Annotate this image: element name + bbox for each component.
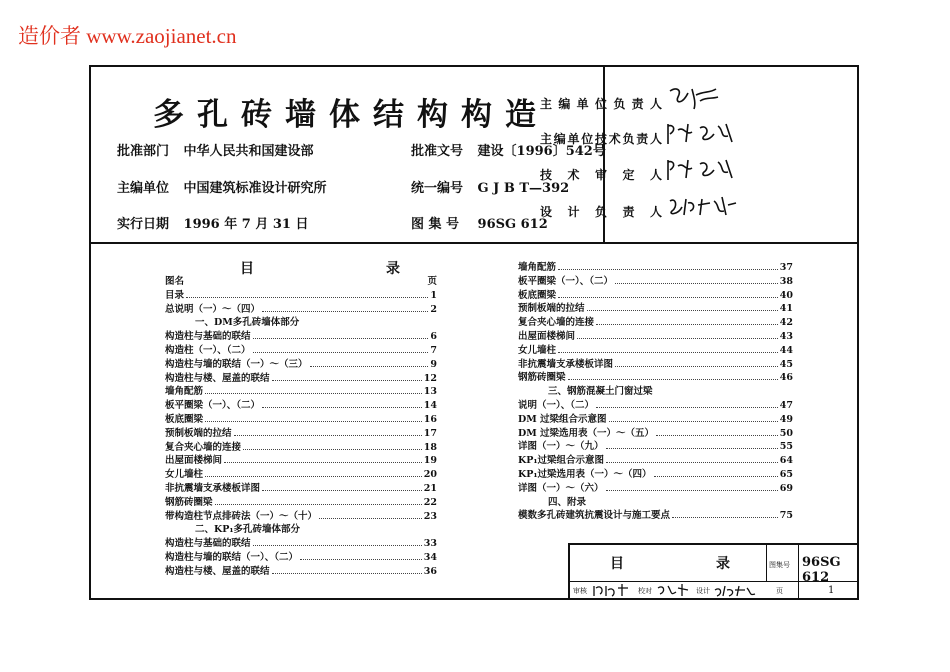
- signature-row-tech: [540, 130, 662, 147]
- toc-entry: [165, 358, 437, 372]
- effective-date-value: 1996 年 7 月 31 日: [183, 217, 309, 232]
- signature-label: 主编单位负责人: [540, 97, 662, 111]
- toc-entry-page: 21: [423, 482, 437, 494]
- toc-entry-page: 22: [423, 496, 437, 508]
- toc-entry: [518, 330, 793, 344]
- watermark: 造价者 www.zaojianet.cn: [18, 24, 237, 48]
- toc-section-heading: [518, 385, 793, 399]
- chief-unit-value: 中国建筑标准设计研究所: [183, 181, 327, 196]
- title-block-name-right: 录: [716, 556, 730, 572]
- unified-no-value: G J B T—392: [477, 181, 570, 196]
- toc-entry: [518, 302, 793, 316]
- toc-entry-page: 40: [779, 289, 793, 301]
- handwritten-signature: [666, 193, 746, 219]
- toc-entry-title: 目录: [165, 289, 185, 301]
- toc-entry-title: 构造柱（一）、（二）: [165, 344, 251, 356]
- chief-unit-label: 主编单位: [117, 181, 170, 196]
- toc-entry: [518, 468, 793, 482]
- toc-left-column: [165, 275, 437, 579]
- toc-leader-dots: [596, 324, 778, 325]
- toc-right-column: [518, 261, 793, 523]
- toc-entry-page: 13: [423, 386, 437, 398]
- approval-doc-value: 建设〔1996〕542号: [477, 144, 606, 159]
- toc-leader-dots: [272, 380, 422, 381]
- handwritten-signature: [666, 120, 746, 146]
- title-block-check-label: 校对: [638, 587, 652, 595]
- toc-entry-page: 45: [779, 358, 793, 370]
- toc-entry: [165, 454, 437, 468]
- title-block-page-label: 页: [776, 587, 783, 595]
- toc-entry-title: 墙角配筋: [165, 386, 204, 398]
- toc-leader-dots: [615, 366, 778, 367]
- toc-leader-dots: [205, 421, 422, 422]
- toc-section-heading: [165, 316, 437, 330]
- toc-leader-dots: [310, 366, 429, 367]
- toc-entry-page: 20: [423, 469, 437, 481]
- toc-entry-page: 14: [423, 400, 437, 412]
- effective-date-label: 实行日期: [117, 217, 170, 232]
- handwritten-signature: [666, 85, 736, 111]
- title-block-vline: [766, 545, 767, 581]
- toc-leader-dots: [606, 462, 778, 463]
- atlas-no-label: 图 集 号: [411, 217, 460, 232]
- toc-entry-title: 出屋面楼梯间: [518, 330, 576, 342]
- toc-entry: [165, 510, 437, 524]
- toc-entry: [518, 358, 793, 372]
- toc-leader-dots: [205, 393, 422, 394]
- toc-entry-title: 墙角配筋: [518, 262, 557, 273]
- handwritten-signature: [713, 582, 757, 598]
- toc-entry-page: 46: [779, 372, 793, 384]
- approval-dept-value: 中华人民共和国建设部: [183, 144, 314, 159]
- toc-entry-page: 42: [779, 317, 793, 329]
- toc-leader-dots: [656, 435, 778, 436]
- document-title: 多孔砖墙体结构构造: [153, 97, 549, 133]
- toc-entry-page: 1: [430, 289, 437, 301]
- toc-entry: [165, 468, 437, 482]
- toc-entry-title: 一、DM多孔砖墙体部分: [195, 317, 300, 329]
- toc-entry: [518, 371, 793, 385]
- toc-leader-dots: [672, 517, 778, 518]
- toc-leader-dots: [615, 283, 778, 284]
- signature-label: 设计负责人: [540, 205, 662, 219]
- toc-col-name: 图名: [165, 276, 185, 287]
- toc-entry-title: 构造柱与墙的联结（一）、（二）: [165, 551, 299, 563]
- toc-leader-dots: [568, 379, 778, 380]
- signature-row-chief: [540, 95, 662, 112]
- atlas-no-value: 96SG 612: [477, 217, 548, 232]
- toc-entry-page: 65: [779, 468, 793, 480]
- toc-leader-dots: [253, 338, 429, 339]
- toc-entry: [518, 454, 793, 468]
- toc-entry-page: 41: [779, 303, 793, 315]
- toc-entry: [518, 482, 793, 496]
- toc-entry-page: 2: [430, 303, 437, 315]
- toc-entry-page: 18: [423, 441, 437, 453]
- toc-leader-dots: [243, 449, 422, 450]
- toc-entry-title: 钢筋砖圈梁: [518, 372, 566, 384]
- toc-entry-page: 43: [779, 330, 793, 342]
- header-divider: [91, 242, 857, 244]
- toc-entry-page: 38: [779, 275, 793, 287]
- toc-entry-page: 50: [779, 427, 793, 439]
- toc-entry-title: 钢筋砖圈梁: [165, 496, 213, 508]
- toc-entry-title: 详图（一）～（九）: [518, 441, 604, 453]
- toc-leader-dots: [558, 269, 778, 270]
- toc-entry: [165, 496, 437, 510]
- toc-right-list: [518, 261, 793, 523]
- toc-leader-dots: [186, 297, 428, 298]
- toc-leader-dots: [587, 310, 778, 311]
- toc-entry-title: 板底圈梁: [165, 413, 204, 425]
- toc-heading-right: 录: [386, 261, 400, 277]
- toc-col-page: 页: [427, 276, 437, 287]
- toc-entry-title: DM 过梁选用表（一）～（五）: [518, 427, 655, 439]
- toc-entry: [518, 440, 793, 454]
- toc-entry-title: 非抗震墙支承楼板详图: [518, 358, 614, 370]
- toc-entry: [165, 303, 437, 317]
- handwritten-signature: [592, 582, 632, 598]
- toc-entry-title: 女儿墙柱: [165, 469, 204, 481]
- toc-entry-title: 板底圈梁: [518, 289, 557, 301]
- toc-leader-dots: [262, 407, 422, 408]
- toc-entry-page: 34: [423, 551, 437, 563]
- toc-entry-title: 板平圈梁（一）、（二）: [165, 400, 261, 412]
- atlas-no: [411, 213, 548, 232]
- toc-entry: [165, 551, 437, 565]
- toc-entry-title: KP₁过梁选用表（一）～（四）: [518, 468, 652, 480]
- toc-entry: [165, 565, 437, 579]
- toc-leader-dots: [253, 545, 422, 546]
- toc-leader-dots: [319, 518, 422, 519]
- toc-entry-title: 板平圈梁（一）、（二）: [518, 275, 614, 287]
- toc-leader-dots: [272, 573, 422, 574]
- toc-leader-dots: [577, 338, 778, 339]
- toc-leader-dots: [596, 407, 778, 408]
- toc-entry-page: 17: [423, 427, 437, 439]
- toc-entry-title: 说明（一）、（二）: [518, 399, 595, 411]
- toc-entry: [518, 344, 793, 358]
- toc-entry: [518, 261, 793, 275]
- toc-entry: [518, 509, 793, 523]
- toc-entry-page: 44: [779, 344, 793, 356]
- toc-leader-dots: [262, 490, 422, 491]
- toc-entry-page: 7: [430, 344, 437, 356]
- toc-entry-title: 复合夹心墙的连接: [165, 441, 242, 453]
- title-block-page-no: 1: [828, 585, 835, 596]
- title-block-review-label: 审核: [573, 587, 587, 595]
- toc-entry-title: 预制板端的拉结: [518, 303, 585, 315]
- toc-entry-page: 69: [779, 482, 793, 494]
- title-block-design-label: 设计: [696, 587, 710, 595]
- toc-entry-title: DM 过梁组合示意图: [518, 413, 607, 425]
- toc-entry-title: 详图（一）～（六）: [518, 482, 604, 494]
- toc-entry-page: 12: [423, 372, 437, 384]
- toc-entry-page: 36: [423, 565, 437, 577]
- toc-entry-title: 复合夹心墙的连接: [518, 317, 595, 329]
- toc-entry-page: 75: [779, 510, 793, 522]
- toc-entry: [165, 385, 437, 399]
- title-block-atlas-no: 96SG 612: [802, 555, 841, 585]
- toc-entry-title: 构造柱与楼、屋盖的联结: [165, 565, 270, 577]
- signature-row-design: [540, 203, 662, 220]
- toc-leader-dots: [300, 559, 422, 560]
- toc-leader-dots: [558, 352, 778, 353]
- toc-entry-page: 47: [779, 399, 793, 411]
- toc-column-header: [165, 275, 437, 289]
- toc-entry-page: 49: [779, 413, 793, 425]
- toc-entry-title: 总说明（一）～（四）: [165, 303, 261, 315]
- toc-entry-title: 出屋面楼梯间: [165, 455, 223, 467]
- toc-entry-page: 16: [423, 413, 437, 425]
- title-block-name: [610, 553, 730, 573]
- approval-doc-label: 批准文号: [411, 144, 464, 159]
- toc-entry: [165, 441, 437, 455]
- toc-entry: [165, 289, 437, 303]
- toc-entry-title: 非抗震墙支承楼板详图: [165, 482, 261, 494]
- toc-section-heading: [518, 496, 793, 510]
- toc-entry-title: 四、附录: [548, 496, 587, 508]
- unified-no-label: 统一编号: [411, 181, 464, 196]
- toc-leader-dots: [606, 490, 778, 491]
- title-block-vline: [798, 545, 799, 600]
- toc-entry-title: 构造柱与基础的联结: [165, 331, 251, 343]
- toc-leader-dots: [654, 476, 778, 477]
- toc-entry: [518, 275, 793, 289]
- toc-entry: [165, 330, 437, 344]
- toc-entry-page: 33: [423, 538, 437, 550]
- toc-entry-title: KP₁过梁组合示意图: [518, 455, 605, 467]
- toc-section-heading: [165, 523, 437, 537]
- toc-leader-dots: [606, 448, 778, 449]
- effective-date: [117, 213, 308, 232]
- toc-entry-title: 预制板端的拉结: [165, 427, 232, 439]
- toc-entry: [165, 482, 437, 496]
- toc-entry: [165, 399, 437, 413]
- toc-entry: [165, 427, 437, 441]
- toc-leader-dots: [262, 311, 428, 312]
- toc-leader-dots: [558, 297, 778, 298]
- toc-leader-dots: [215, 504, 422, 505]
- toc-entry: [165, 372, 437, 386]
- toc-entry: [518, 413, 793, 427]
- toc-entry-title: 构造柱与基础的联结: [165, 538, 251, 550]
- title-block: [568, 543, 858, 598]
- signature-label: 主编单位技术负责人: [540, 132, 662, 146]
- toc-entry-page: 19: [423, 455, 437, 467]
- signature-row-review: [540, 166, 662, 183]
- toc-entry-page: 23: [423, 510, 437, 522]
- toc-entry-title: 构造柱与楼、屋盖的联结: [165, 372, 270, 384]
- toc-entry-title: 三、钢筋混凝土门窗过梁: [548, 386, 653, 398]
- toc-entry-page: 6: [430, 331, 437, 343]
- toc-entry: [518, 316, 793, 330]
- toc-entry: [518, 289, 793, 303]
- toc-entry: [518, 427, 793, 441]
- toc-entry-page: 55: [779, 441, 793, 453]
- toc-entry: [165, 413, 437, 427]
- approval-dept: [117, 140, 314, 159]
- toc-entry: [165, 537, 437, 551]
- toc-left-list: [165, 289, 437, 579]
- toc-leader-dots: [609, 421, 778, 422]
- toc-leader-dots: [224, 462, 422, 463]
- signature-label: 技术审定人: [540, 168, 662, 182]
- toc-entry-title: 模数多孔砖建筑抗震设计与施工要点: [518, 510, 671, 522]
- handwritten-signature: [666, 156, 746, 182]
- toc-entry-page: 9: [430, 358, 437, 370]
- toc-entry-title: 女儿墙柱: [518, 344, 557, 356]
- toc-entry: [518, 399, 793, 413]
- toc-heading-left: 目: [240, 261, 254, 277]
- toc-entry-title: 二、KP₁多孔砖墙体部分: [195, 524, 301, 536]
- toc-entry-title: 构造柱与墙的联结（一）～（三）: [165, 358, 308, 370]
- toc-entry-title: 带构造柱节点排砖法（一）～（十）: [165, 510, 318, 522]
- toc-entry-page: 37: [779, 262, 793, 273]
- title-block-name-left: 目: [610, 556, 624, 572]
- toc-leader-dots: [205, 476, 422, 477]
- toc-leader-dots: [253, 352, 429, 353]
- toc-entry-page: 64: [779, 455, 793, 467]
- toc-entry: [165, 344, 437, 358]
- chief-unit: [117, 177, 327, 196]
- handwritten-signature: [656, 582, 692, 598]
- approval-dept-label: 批准部门: [117, 144, 170, 159]
- title-block-atlas-label: 图集号: [769, 561, 790, 569]
- toc-leader-dots: [234, 435, 422, 436]
